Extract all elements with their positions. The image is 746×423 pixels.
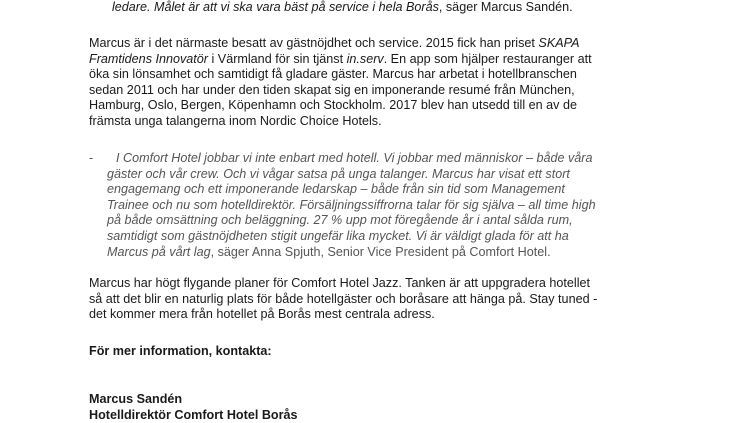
contact-heading: För mer information, kontakta:	[89, 344, 272, 358]
plans-line-3: det kommer mera från hotellet på Borås mest centrala adress.	[89, 307, 435, 322]
quote-block	[107, 151, 707, 260]
quote-line-6: samtidigt som gästnöjdheten stigit ungefär lika mycket. Vi är väldigt glada för att ha	[107, 228, 569, 243]
quote-line-3: engagemang och ett imponerande ledarskap – både från sin tid som Management	[107, 182, 565, 197]
plans-line-1: Marcus har högt flygande planer för Comfort Hotel Jazz. Tanken är att uppgradera hotellet	[89, 276, 590, 290]
bio-line-2: Framtidens Innovatör i Värmland för sin tjänst in.serv. En app som hjälper restauranger att	[89, 51, 592, 66]
quote-line-7: Marcus på vårt lag, säger Anna Spjuth, Senior Vice President på Comfort Hotel.	[107, 244, 551, 259]
intro-rest: , säger Marcus Sandén.	[438, 0, 573, 14]
quote-line-4: Trainee och nu som hotelldirektör. Försäljningssiffrorna talar för sig själva – all time high	[107, 197, 596, 212]
bio-line-5: Hamburg, Oslo, Bergen, Köpenhamn och Stockholm. 2017 blev han utsedd till en av de	[89, 98, 577, 113]
quote-line-5: på både omsättning och beläggning. 27 % upp mot föregående år i antal sålda rum,	[107, 213, 573, 228]
plans-line-2: så att det blir en naturlig plats för både hotellgäster och boråsare att hänga på. Stay tuned -	[89, 291, 598, 306]
paragraph-plans	[89, 276, 689, 323]
intro-quote-tail	[89, 0, 689, 16]
contact-name: Marcus Sandén	[89, 392, 183, 406]
intro-italic: ledare. Målet är att vi ska vara bäst på service i hela Borås	[112, 0, 439, 14]
bio-line-6: främsta unga talangerna inom Nordic Choice Hotels.	[89, 113, 382, 128]
bio-line-1: Marcus är i det närmaste besatt av gästnöjdhet och service. 2015 fick han priset SKAPA	[89, 36, 580, 50]
quote-line-1: I Comfort Hotel jobbar vi inte enbart med hotell. Vi jobbar med människor – både våra	[116, 151, 593, 165]
contact-block	[89, 392, 689, 423]
paragraph-bio	[89, 36, 689, 130]
quote-line-2: gäster och vår crew. Och vi vågar satsa på unga talanger. Marcus har visat ett stort	[107, 166, 570, 181]
bio-line-4: sedan 2011 och har under den tiden skapat sig en imponerande resumé från München,	[89, 82, 575, 97]
contact-title: Hotelldirektör Comfort Hotel Borås	[89, 407, 298, 422]
bio-line-3: öka sin lönsamhet och samtidigt få gladare gäster. Marcus har arbetat i hotellbranschen	[89, 67, 577, 82]
quote-dash: -	[89, 151, 94, 165]
